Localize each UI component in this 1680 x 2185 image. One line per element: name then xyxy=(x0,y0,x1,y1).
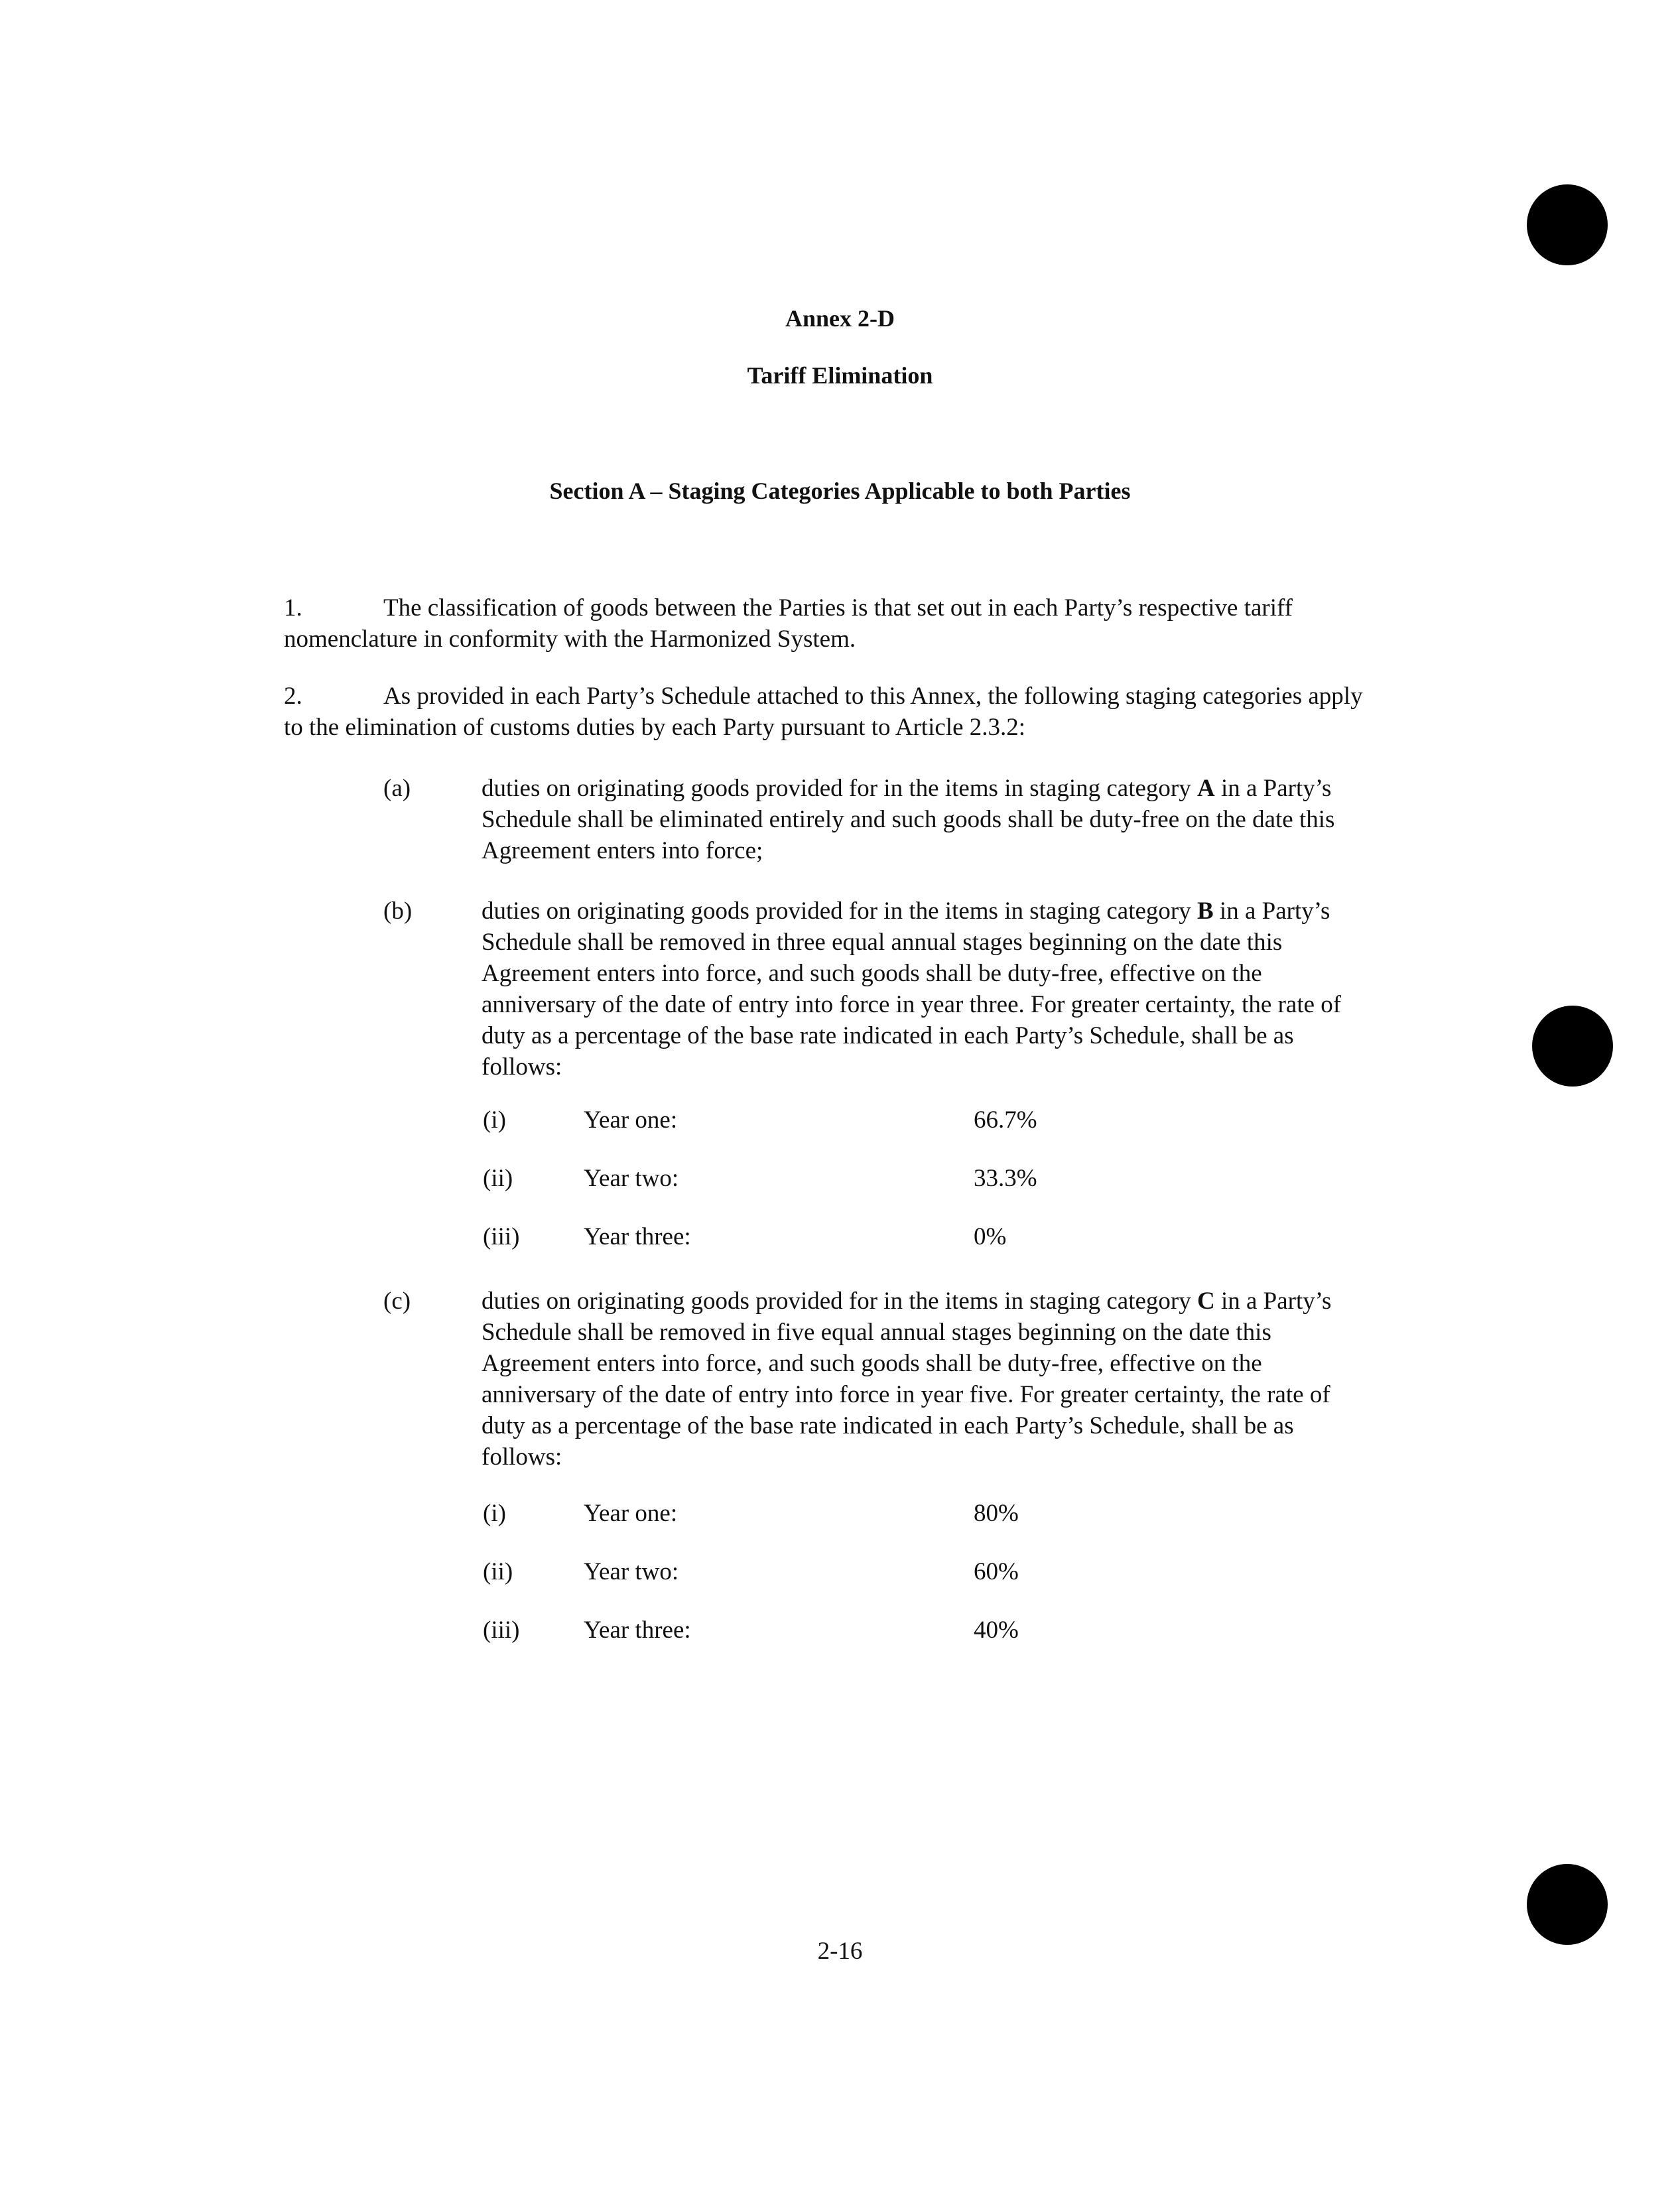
subparagraph-text-b xyxy=(482,895,1370,1083)
rate-year: Year three: xyxy=(584,1617,691,1644)
rate-value: 66.7% xyxy=(974,1106,1037,1134)
subparagraph-text-after: in a Party’s Schedule shall be eliminated entirely and such goods shall be duty-free on the date this Agreement enters into force; xyxy=(482,775,1335,864)
page-number: 2-16 xyxy=(817,1938,863,1965)
paragraph-text: The classification of goods between the Parties is that set out in each Party’s respective tariff nomenclature in conformity with the Harmonized System. xyxy=(284,594,1293,653)
rate-year: Year three: xyxy=(584,1223,691,1250)
rate-year: Year one: xyxy=(584,1106,678,1134)
rate-value: 60% xyxy=(974,1558,1019,1585)
rate-numeral: (ii) xyxy=(483,1558,513,1585)
section-title: Section A – Staging Categories Applicable to both Parties xyxy=(549,478,1131,504)
punch-hole-top xyxy=(1527,184,1608,265)
subparagraph-text-before: duties on originating goods provided for in the items in staging category xyxy=(482,897,1197,925)
paragraph-number: 2. xyxy=(284,683,302,710)
paragraph-2 xyxy=(284,681,1378,743)
staging-category: B xyxy=(1196,897,1214,925)
subparagraph-label-b: (b) xyxy=(383,897,413,925)
rate-numeral: (ii) xyxy=(483,1165,513,1192)
rate-year: Year two: xyxy=(584,1165,679,1192)
staging-category: A xyxy=(1196,775,1215,802)
subparagraph-text-a xyxy=(482,773,1370,866)
staging-category: C xyxy=(1196,1288,1215,1315)
rate-year: Year two: xyxy=(584,1558,679,1585)
subparagraph-text-before: duties on originating goods provided for in the items in staging category xyxy=(482,1288,1197,1315)
paragraph-1 xyxy=(284,592,1378,655)
annex-subtitle: Tariff Elimination xyxy=(747,362,933,389)
punch-hole-bottom xyxy=(1527,1864,1608,1945)
rate-numeral: (iii) xyxy=(483,1617,520,1644)
paragraph-number: 1. xyxy=(284,594,302,622)
rate-value: 80% xyxy=(974,1500,1019,1527)
rate-numeral: (i) xyxy=(483,1106,506,1134)
rate-value: 0% xyxy=(974,1223,1007,1250)
subparagraph-text-after: in a Party’s Schedule shall be removed in five equal annual stages beginning on the date this Agreement enters into force, and such goods shall be duty-free, effective on the anniversary of the date of entry into force in year five. For greater certainty, the rate of duty as a percentage of the base rate indicated in each Party’s Schedule, shall be as follows: xyxy=(482,1288,1332,1471)
rate-year: Year one: xyxy=(584,1500,678,1527)
subparagraph-label-c: (c) xyxy=(383,1288,411,1315)
rate-numeral: (i) xyxy=(483,1500,506,1527)
rate-numeral: (iii) xyxy=(483,1223,520,1250)
rate-value: 40% xyxy=(974,1617,1019,1644)
punch-hole-middle xyxy=(1532,1006,1613,1087)
subparagraph-text-c xyxy=(482,1286,1370,1473)
paragraph-text: As provided in each Party’s Schedule attached to this Annex, the following staging categories apply to the elimination of customs duties by each Party pursuant to Article 2.3.2: xyxy=(284,683,1363,741)
annex-title: Annex 2-D xyxy=(785,305,895,332)
subparagraph-label-a: (a) xyxy=(383,775,411,802)
subparagraph-text-before: duties on originating goods provided for in the items in staging category xyxy=(482,775,1197,802)
subparagraph-text-after: in a Party’s Schedule shall be removed in three equal annual stages beginning on the date this Agreement enters into force, and such goods shall be duty-free, effective on the anniversary of the date of entry into force in year three. For greater certainty, the rate of duty as a percentage of the base rate indicated in each Party’s Schedule, shall be as follows: xyxy=(482,897,1342,1081)
rate-value: 33.3% xyxy=(974,1165,1037,1192)
